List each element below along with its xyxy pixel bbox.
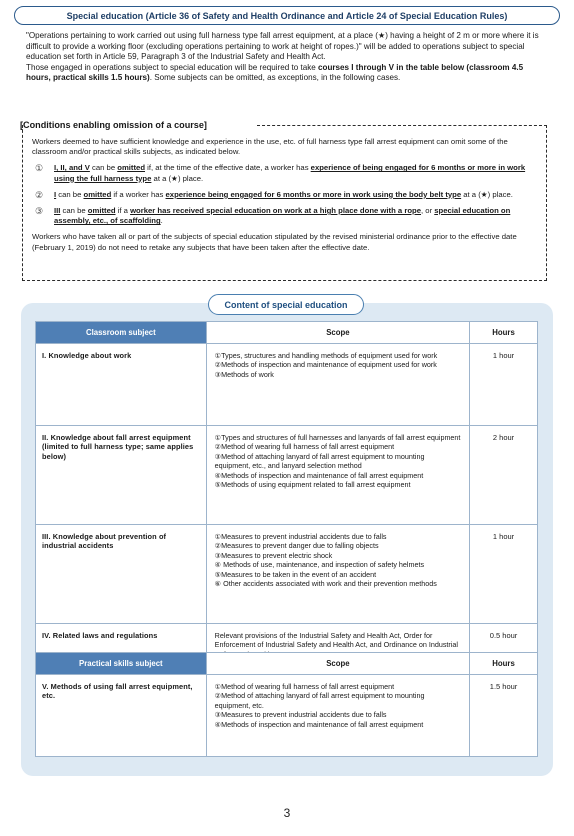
page-title: Special education (Article 36 of Safety and Health Ordinance and Article 24 of Special Education Rules) xyxy=(14,6,560,25)
conditions-header: [Conditions enabling omission of a course] xyxy=(20,120,207,130)
intro-section xyxy=(26,31,544,84)
table-header-row xyxy=(36,322,538,344)
conditions-footer: Workers who have taken all or part of the subjects of special education stipulated by the revised ministerial ordinance prior to the effective date (February 1, 2019) do not need to retake any subjects that have been taken after the effective date. xyxy=(32,232,517,252)
subject-cell: III. Knowledge about prevention of industrial accidents xyxy=(36,525,207,624)
hours-cell: 0.5 hour xyxy=(470,624,538,668)
conditions-list xyxy=(32,163,538,226)
table-header-row xyxy=(36,653,538,675)
condition-emphasis: experience being engaged for 6 months or more in work using the body belt type xyxy=(165,189,462,199)
scope-cell xyxy=(206,675,469,757)
intro-p2-text: Those engaged in operations subject to special education will be required to take xyxy=(26,62,319,72)
scope-item: ⑤Methods of using equipment related to fall arrest equipment xyxy=(214,480,411,490)
scope-cell xyxy=(206,344,469,426)
conditions-body xyxy=(32,137,538,253)
intro-p2-bold: courses I through V in the table below (classroom 4.5 hours, practical skills 1.5 hours) xyxy=(26,62,524,82)
condition-emphasis: worker has received special education on work at a high place done with a rope xyxy=(130,206,422,216)
scope-item: ①Measures to prevent industrial accidents due to falls xyxy=(214,532,387,541)
scope-item: ②Method of wearing full harness of fall arrest equipment xyxy=(214,442,395,452)
scope-cell xyxy=(206,525,469,624)
condition-emphasis: I, II, and V xyxy=(54,163,90,173)
scope-item: ④Methods of inspection and maintenance of fall arrest equipment xyxy=(214,470,424,480)
scope-item: ②Measures to prevent danger due to falling objects xyxy=(214,541,379,551)
scope-item: ①Method of wearing full harness of fall arrest equipment xyxy=(214,682,395,691)
practical-subject-header: Practical skills subject xyxy=(36,653,207,675)
table-row xyxy=(36,525,538,624)
hours-header: Hours xyxy=(470,322,538,344)
scope-item: ④ Methods of use, maintenance, and inspection of safety helmets xyxy=(214,560,425,570)
condition-item xyxy=(32,206,538,226)
condition-text: if a xyxy=(115,206,131,216)
subject-cell: II. Knowledge about fall arrest equipment (limited to full harness type; same applies below) xyxy=(36,426,207,525)
hours-cell: 1 hour xyxy=(470,525,538,624)
scope-item: ③Measures to prevent electric shock xyxy=(214,550,333,560)
subject-cell: I. Knowledge about work xyxy=(36,344,207,426)
condition-text: at a (★) place. xyxy=(151,173,204,183)
scope-item: ④Methods of inspection and maintenance of fall arrest equipment xyxy=(214,719,424,729)
scope-header: Scope xyxy=(206,653,469,675)
condition-text: if a worker has xyxy=(111,189,166,199)
scope-item: ②Method of attaching lanyard of fall arrest equipment to mounting equipment, etc. xyxy=(214,691,425,710)
conditions-lead: Workers deemed to have sufficient knowledge and experience in the use, etc. of full harness type fall arrest equipment can omit some of the classroom and/or practical skills subjects, as indicated below. xyxy=(32,137,508,157)
condition-text: can be xyxy=(56,189,84,199)
condition-item xyxy=(32,190,538,200)
scope-item: ③Methods of work xyxy=(214,369,274,379)
intro-paragraph-1: "Operations pertaining to work carried out using full harness type fall arrest equipment, at a place (★) having a height of 2 m or more where it is difficult to provide a working floor (excluding operations pertaining to work at height of ropes.)" will be added to operations subject to special education set forth in Article 59, Paragraph 3 of the Industrial Safety and Health Act. xyxy=(26,31,539,61)
scope-item: ②Methods of inspection and maintenance of equipment used for work xyxy=(214,360,437,370)
content-title: Content of special education xyxy=(208,294,364,315)
condition-emphasis: III xyxy=(54,206,61,216)
intro-p2-tail: . Some subjects can be omitted, as exceptions, in the following cases. xyxy=(149,73,401,82)
scope-item: ①Types, structures and handling methods of equipment used for work xyxy=(214,351,438,360)
hours-cell: 2 hour xyxy=(470,426,538,525)
page-number: 3 xyxy=(283,806,291,820)
condition-emphasis: omitted xyxy=(117,163,146,173)
subject-cell: IV. Related laws and regulations xyxy=(36,624,207,668)
scope-item: ⑥ Other accidents associated with work and their prevention methods xyxy=(214,579,437,589)
condition-item xyxy=(32,163,538,183)
hours-cell: 1.5 hour xyxy=(470,675,538,757)
condition-emphasis: omitted xyxy=(87,206,116,216)
table-row xyxy=(36,344,538,426)
classroom-subject-header: Classroom subject xyxy=(36,322,207,344)
scope-item: ⑤Measures to be taken in the event of an accident xyxy=(214,569,377,579)
condition-text: . xyxy=(160,216,163,226)
scope-item: ③Measures to prevent industrial accidents due to falls xyxy=(214,710,387,720)
condition-emphasis: I xyxy=(54,189,57,199)
scope-cell xyxy=(206,426,469,525)
intro-paragraph-2 xyxy=(26,63,544,84)
condition-emphasis: special education on assembly, etc., of scaffolding xyxy=(54,206,511,226)
table-row xyxy=(36,426,538,525)
condition-emphasis: experience of being engaged for 6 months or more in work using the full harness type xyxy=(54,163,526,183)
hours-header: Hours xyxy=(470,653,538,675)
table-row xyxy=(36,675,538,757)
condition-emphasis: omitted xyxy=(83,189,112,199)
condition-number: ③ xyxy=(35,206,44,217)
subject-cell: V. Methods of using fall arrest equipment, etc. xyxy=(36,675,207,757)
condition-text: can be xyxy=(60,206,88,216)
condition-text: , or xyxy=(421,206,435,216)
scope-item: ③Method of attaching lanyard of fall arrest equipment to mounting equipment, etc., and lanyard selection method xyxy=(214,451,425,471)
scope-item: Relevant provisions of the Industrial Safety and Health Act, Order for Enforcement of Industrial Safety and Health Act, and Ordinance on Industrial xyxy=(214,631,458,650)
scope-header: Scope xyxy=(206,322,469,344)
condition-number: ② xyxy=(35,189,44,200)
condition-text: at a (★) place. xyxy=(461,189,513,199)
classroom-table xyxy=(35,321,538,668)
hours-cell: 1 hour xyxy=(470,344,538,426)
condition-text: if, at the time of the effective date, a worker has xyxy=(145,163,311,173)
condition-number: ① xyxy=(35,163,44,174)
practical-table xyxy=(35,652,538,757)
conditions-box-top-border xyxy=(257,125,547,126)
scope-item: ①Types and structures of full harnesses and lanyards of fall arrest equipment xyxy=(214,433,461,442)
condition-text: can be xyxy=(89,163,118,173)
